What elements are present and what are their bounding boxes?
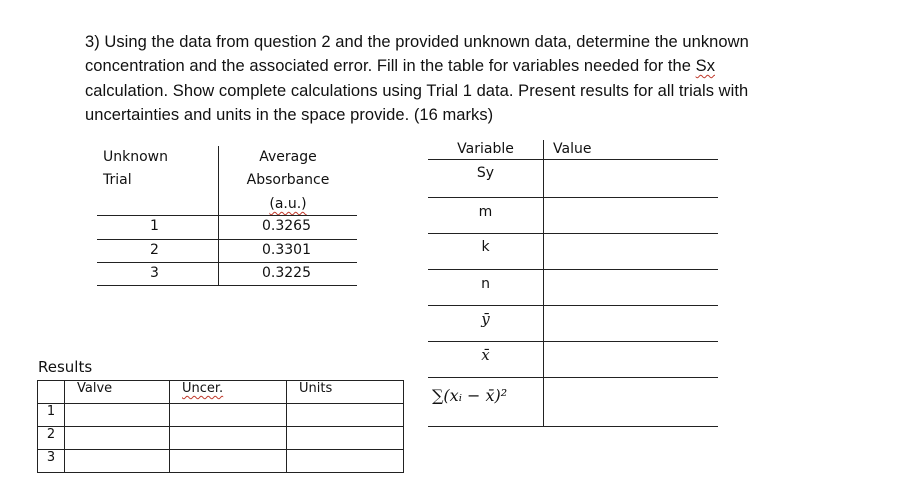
row-index: 2 bbox=[38, 427, 65, 450]
header-valve: Valve bbox=[65, 381, 170, 404]
row-index: 1 bbox=[38, 404, 65, 427]
table-row bbox=[38, 404, 404, 427]
trial-table-rule bbox=[97, 285, 357, 286]
table-cell bbox=[170, 427, 287, 450]
table-cell bbox=[287, 450, 404, 473]
results-table bbox=[37, 380, 404, 473]
trial-number: 2 bbox=[150, 242, 159, 258]
variable-table-rule bbox=[428, 341, 718, 342]
table-cell bbox=[170, 404, 287, 427]
table-cell bbox=[287, 427, 404, 450]
trial-table-rule bbox=[97, 262, 357, 263]
question-line-1: 3) Using the data from question 2 and the provided unknown data, determine the unknown bbox=[85, 33, 749, 51]
table-cell bbox=[65, 404, 170, 427]
trial-table-rule bbox=[97, 215, 357, 216]
absorbance-value: 0.3301 bbox=[262, 242, 311, 258]
header-uncer-text: Uncer. bbox=[182, 381, 224, 396]
question-line-2-text: concentration and the associated error. Fill in the table for variables needed for the bbox=[85, 57, 696, 75]
variable-table-rule bbox=[428, 426, 718, 427]
question-line-2 bbox=[85, 57, 715, 76]
variable-m: m bbox=[478, 204, 493, 220]
header-trial: Trial bbox=[103, 172, 132, 188]
table-row bbox=[38, 427, 404, 450]
variable-table-rule bbox=[428, 269, 718, 270]
variable-table-rule bbox=[428, 197, 718, 198]
variable-table-rule bbox=[428, 233, 718, 234]
header-average: Average bbox=[259, 149, 317, 165]
trial-number: 3 bbox=[150, 265, 159, 281]
variable-n: n bbox=[481, 276, 490, 292]
header-units-au-text: (a.u.) bbox=[269, 196, 307, 212]
variable-y-bar: ȳ bbox=[481, 310, 490, 328]
question-line-3: calculation. Show complete calculations using Trial 1 data. Present results for all trials with bbox=[85, 82, 749, 100]
variable-sum-squares: ∑(xᵢ − x̄)² bbox=[432, 386, 508, 405]
variable-table-rule bbox=[428, 377, 718, 378]
table-cell bbox=[170, 450, 287, 473]
results-label: Results bbox=[38, 358, 93, 376]
absorbance-value: 0.3225 bbox=[262, 265, 311, 281]
table-row bbox=[38, 381, 404, 404]
header-units-au bbox=[218, 196, 358, 212]
trial-table-rule bbox=[97, 239, 357, 240]
header-uncer bbox=[170, 381, 287, 404]
header-units: Units bbox=[287, 381, 404, 404]
variable-x-bar: x̄ bbox=[481, 346, 490, 364]
table-cell bbox=[38, 381, 65, 404]
sx-word: Sx bbox=[695, 57, 715, 75]
absorbance-value: 0.3265 bbox=[262, 218, 311, 234]
trial-table-divider bbox=[218, 146, 219, 286]
table-cell bbox=[65, 427, 170, 450]
variable-table-rule bbox=[428, 159, 718, 160]
variable-table-divider bbox=[543, 140, 544, 427]
header-value: Value bbox=[553, 141, 592, 157]
variable-sy: Sy bbox=[476, 165, 495, 181]
table-row bbox=[38, 450, 404, 473]
trial-number: 1 bbox=[150, 218, 159, 234]
variable-k: k bbox=[481, 239, 490, 255]
header-variable: Variable bbox=[457, 141, 514, 157]
row-index: 3 bbox=[38, 450, 65, 473]
question-line-4: uncertainties and units in the space provide. (16 marks) bbox=[85, 106, 494, 124]
table-cell bbox=[65, 450, 170, 473]
header-unknown: Unknown bbox=[103, 149, 168, 165]
header-absorbance: Absorbance bbox=[246, 172, 330, 188]
variable-table-rule bbox=[428, 305, 718, 306]
table-cell bbox=[287, 404, 404, 427]
